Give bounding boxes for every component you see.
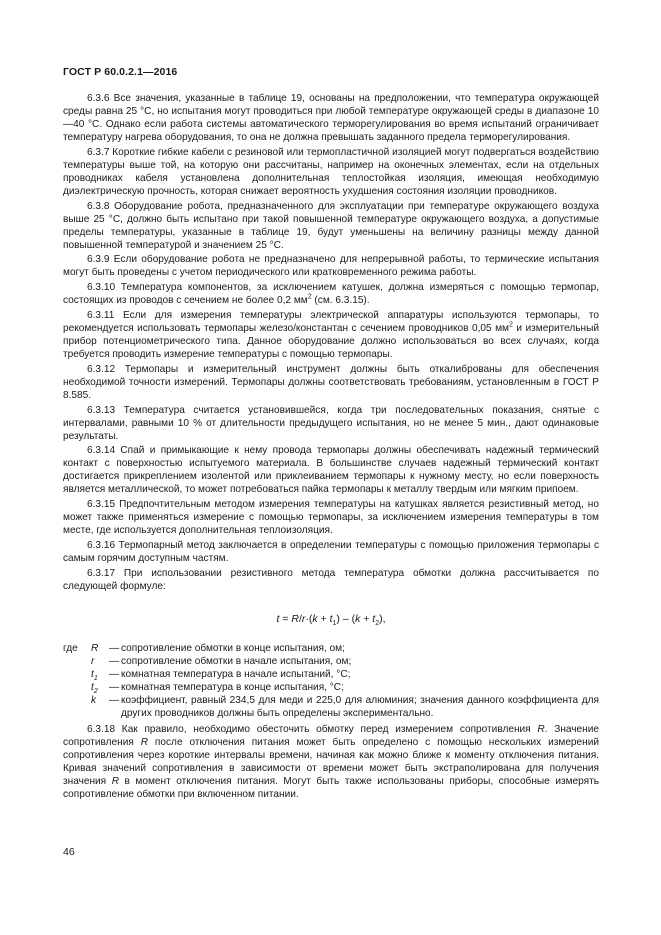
document-body [63,92,599,803]
definition-text: коэффициент, равный 234,5 для меди и 225,0 для алюминия; значения данного коэффициента для других проводников должны быть определены экспериментально. [121,694,599,719]
definition-symbol: $t_1$ [91,668,98,682]
definition-symbol: r [91,655,95,667]
definition-prefix [63,655,91,668]
definition-symbol: $t_2$ [91,681,98,695]
page-number: 46 [63,846,75,858]
definition-prefix [63,694,91,720]
definition-row [63,694,599,720]
paragraph-6-3-13: 6.3.13 Температура считается установившейся, когда три последовательных показания, снятые с интервалами, равными 10 % от длительности предыдущего испытания, но не менее 5 мин., дают одинаковые результаты. [63,404,599,442]
definition-dash: — [109,668,120,680]
paragraph-6-3-14: 6.3.14 Спай и примыкающие к нему провода термопары должны обеспечивать надежный термический контакт с поверхностью испытуемого материала. В большинстве случаев надежный термический контакт достигается прикреплением изолентой или приклеиванием термопары к нужному месту, но если поверхность является металлической, то может потребоваться пайка термопары к металлу твердым или мягким припоем. [63,445,599,496]
definition-symbol: R [91,642,99,654]
definition-row [63,681,599,694]
paragraph-6-3-7: 6.3.7 Короткие гибкие кабели с резиновой или термопластичной изоляцией могут подвергаться воздействию температуры выше той, на которую они рассчитаны, например на оконечных элементах, если на отдельных проводниках кабеля установлена дополнительная теплостойкая изоляция, имеющая необходимую диэлектрическую прочность, которая снижает вероятность ухудшения состояния изоляции проводников. [63,146,599,197]
definition-prefix [63,668,91,681]
paragraph-6-3-18: 6.3.18 Как правило, необходимо обесточить обмотку перед измерением сопротивления R. Значение сопротивления R после отключения питания может быть определено с помощью нескольких измерений сопротивления через короткие интервалы времени, начиная как можно ближе к моменту отключения питания. Кривая значений сопротивления в зависимости от времени может быть экстраполирована для получения значения R в момент отключения питания. Могут быть также использованы приборы, способные измерять сопротивление обмотки при включенном питании. [63,723,600,800]
definition-row [63,668,599,681]
paragraph-text: 6.3.11 Если для измерения температуры электрической аппаратуры используются термопары, то рекомендуется использовать термопары железо/константан с сечением проводников 0,05 мм [63,309,599,334]
paragraph-6-3-10 [63,281,599,307]
definition-dash: — [109,642,120,654]
superscript: 2 [307,293,312,301]
definition-text: сопротивление обмотки в начале испытания, ом; [121,655,352,667]
paragraph-6-3-16: 6.3.16 Термопарный метод заключается в определении температуры с помощью приложения термопары с самым горячим доступным частям. [63,539,599,564]
paragraph-6-3-17: 6.3.17 При использовании резистивного метода температура обмотки должна рассчитывается по следующей формуле: [63,567,599,592]
paragraph-6-3-8: 6.3.8 Оборудование робота, предназначенного для эксплуатации при температуре окружающего воздуха выше 25 °С, должно быть испытано при такой повышенной температуре окружающего воздуха, а допустимые пределы температуры, указанные в таблице 19, будут уменьшены на величину разницы между данной повышенной температурой и значением 25 °С. [63,200,599,251]
paragraph-6-3-9: 6.3.9 Если оборудование робота не предназначено для непрерывной работы, то термические испытания могут быть проведены с учетом периодического или кратковременного режима работы. [63,254,599,279]
definition-symbol: k [91,694,97,706]
paragraph-6-3-6: 6.3.6 Все значения, указанные в таблице 19, основаны на предположении, что температура окружающей среды равна 25 °С, но испытания могут проводиться при любой температуре окружающей среды в диапазоне 10—40 °С. Однако если работа системы автоматического терморегулирования во время испытаний ограничивает температуру нагрева оборудования, то она не должна превышать заданного предела терморегулирования. [63,93,599,143]
paragraph-6-3-11 [63,309,599,361]
definition-prefix [63,681,91,694]
paragraph-6-3-12: 6.3.12 Термопары и измерительный инструмент должны быть откалиброваны для обеспечения необходимой точности измерений. Термопары должны соответствовать требованиям, установленным в ГОСТ Р 8.585. [63,363,599,401]
definition-row [63,655,599,668]
definition-row [63,642,599,655]
definition-dash: — [109,694,120,706]
resistance-formula: $t = R/r\cdot(k + t_1) - (k + t_2)$, [276,612,386,627]
paragraph-text: (см. 6.3.15). [311,295,370,307]
formula-definitions [63,642,599,720]
definition-text: комнатная температура в начале испытаний, °С; [121,668,351,680]
definition-prefix: где [63,642,78,654]
definition-text: комнатная температура в конце испытания, °С; [121,681,344,693]
definition-text: сопротивление обмотки в конце испытания, ом; [121,642,345,654]
paragraph-text: 6.3.10 Температура компонентов, за исключением катушек, должна измеряться с помощью термопар, состоящих из проводов с сечением не более 0,2 мм [63,282,599,307]
definition-dash: — [109,655,120,667]
definition-dash: — [109,681,120,693]
paragraph-6-3-15: 6.3.15 Предпочтительным методом измерения температуры на катушках является резистивный метод, но может также применяться измерение с помощью термопары, за исключением измерения температуры в том месте, где используется дополнительная теплоизоляция. [63,499,599,537]
paragraph-text: и измерительный прибор потенциометрического типа. Данное оборудование должно использоваться во всех случаях, когда требуется проводить измерение температуры с помощью термопары. [63,322,599,360]
document-header: ГОСТ Р 60.0.2.1—2016 [63,66,178,78]
superscript: 2 [509,321,513,329]
